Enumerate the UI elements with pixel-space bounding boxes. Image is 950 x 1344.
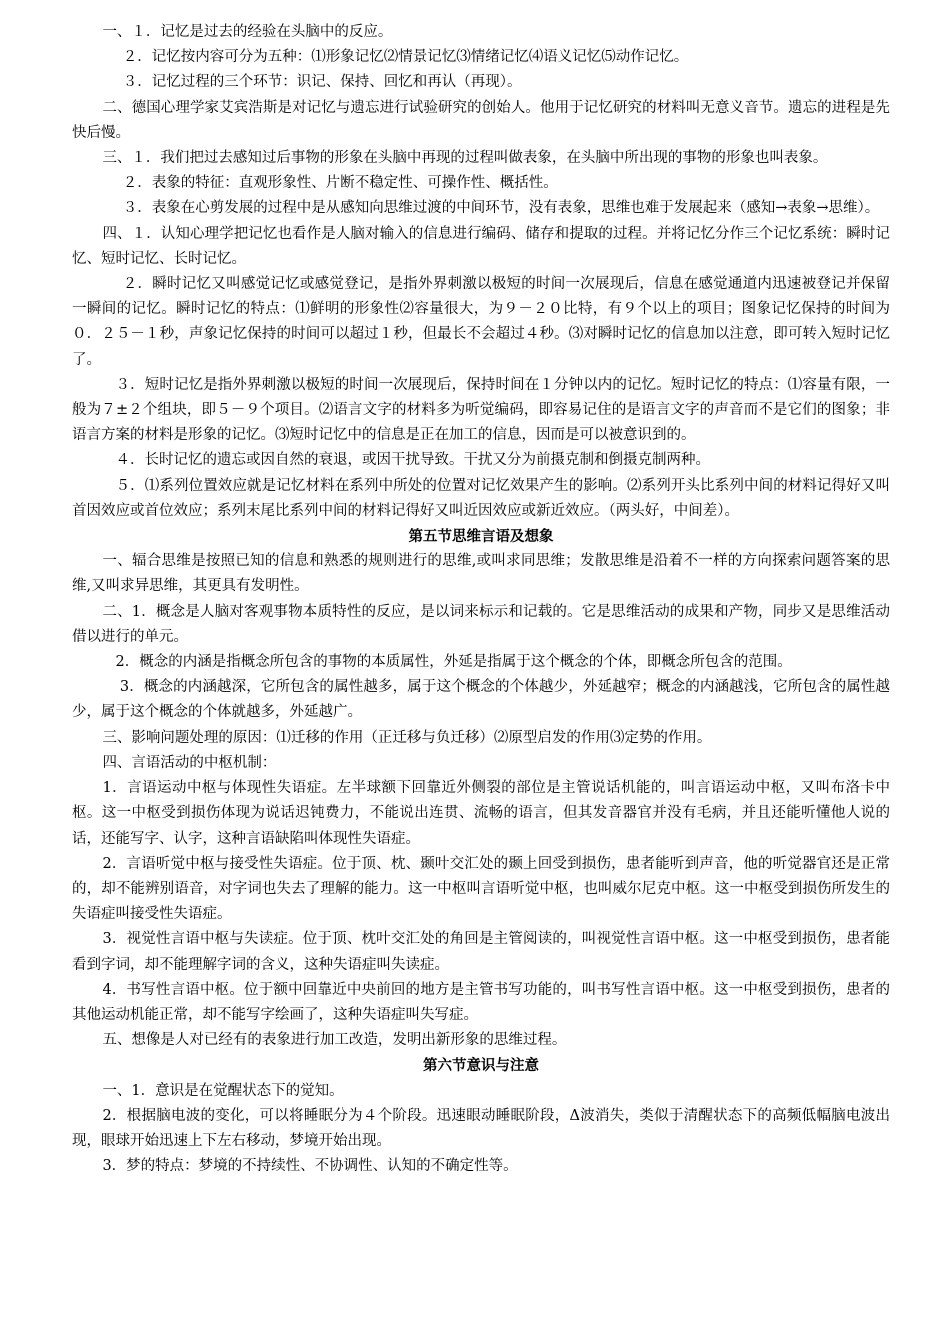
paragraph: 二、1．概念是人脑对客观事物本质特性的反应，是以词来标示和记载的。它是思维活动的成果和产物，同步又是思维活动借以进行的单元。: [72, 603, 890, 645]
paragraph: 三、影响问题处理的原因：⑴迁移的作用（正迁移与负迁移）⑵原型启发的作用⑶定势的作用。: [102, 729, 712, 746]
paragraph: ３．表象在心剪发展的过程中是从感知向思维过渡的中间环节，没有表象，思维也难于发展起来（感知→表象→思维）。: [122, 200, 880, 217]
paragraph: 1．言语运动中枢与体现性失语症。左半球额下回靠近外侧裂的部位是主管说话机能的，叫言语运动中枢，又叫布洛卡中枢。这一中枢受到损伤体现为说话迟钝费力，不能说出连贯、流畅的语言，但其发音器官并没有毛病，并且还能听懂他人说的话，还能写字、认字，这种言语缺陷叫体现性失语症。: [72, 780, 890, 847]
paragraph: ２．瞬时记忆又叫感觉记忆或感觉登记，是指外界刺激以极短的时间一次展现后，信息在感觉通道内迅速被登记并保留一瞬间的记忆。瞬时记忆的特点：⑴鲜明的形象性⑵容量很大，为９－２０比特，有９个以上的项目；图象记忆保持的时间为０．２５－１秒，声象记忆保持的时间可以超过１秒，但最长不会超过４秒。⑶对瞬时记忆的信息加以注意，即可转入短时记忆了。: [72, 276, 890, 368]
paragraph: ２．表象的特征：直观形象性、片断不稳定性、可操作性、概括性。: [122, 175, 558, 192]
paragraph: 三、１．我们把过去感知过后事物的形象在头脑中再现的过程叫做表象，在头脑中所出现的事物的形象也叫表象。: [102, 150, 828, 167]
paragraph: ４．长时记忆的遗忘或因自然的衰退，或因干扰导致。干扰又分为前摄克制和倒摄克制两种。: [115, 452, 710, 469]
paragraph: ５．⑴系列位置效应就是记忆材料在系列中所处的位置对记忆效果产生的影响。⑵系列开头比系列中间的材料记得好又叫首因效应或首位效应；系列末尾比系列中间的材料记得好又叫近因效应或新近效应。（两头好，中间差）。: [72, 477, 890, 519]
paragraph: 五、想像是人对已经有的表象进行加工改造，发明出新形象的思维过程。: [102, 1032, 567, 1049]
paragraph: 四、言语活动的中枢机制：: [102, 754, 277, 771]
document-page: [72, 20, 890, 1179]
paragraph: 四、１．认知心理学把记忆也看作是人脑对输入的信息进行编码、储存和提取的过程。并将记忆分作三个记忆系统：瞬时记忆、短时记忆、长时记忆。: [72, 225, 890, 267]
paragraph: 2．根据脑电波的变化，可以将睡眠分为４个阶段。迅速眼动睡眠阶段，Δ波消失，类似于清醒状态下的高频低幅脑电波出现，眼球开始迅速上下左右移动，梦境开始出现。: [72, 1107, 890, 1149]
paragraph: ３．短时记忆是指外界刺激以极短的时间一次展现后，保持时间在１分钟以内的记忆。短时记忆的特点：⑴容量有限，一般为７±２个组块，即５－９个项目。⑵语言文字的材料多为听觉编码，即容易记住的是语言文字的声音而不是它们的图象；非语言方案的材料是形象的记忆。⑶短时记忆中的信息是正在加工的信息，因而是可以被意识到的。: [72, 376, 890, 444]
section-heading: 第五节思维言语及想象: [408, 528, 554, 546]
paragraph: 3．概念的内涵越深，它所包含的属性越多，属于这个概念的个体越少，外延越窄；概念的内涵越浅，它所包含的属性越少，属于这个概念的个体就越多，外延越广。: [72, 679, 890, 721]
paragraph: ２．记忆按内容可分为五种：⑴形象记忆⑵情景记忆⑶情绪记忆⑷语义记忆⑸动作记忆。: [122, 49, 689, 66]
paragraph: 2．言语听觉中枢与接受性失语症。位于顶、枕、颞叶交汇处的颞上回受到损伤，患者能听到声音，他的听觉器官还是正常的，却不能辨别语音，对字词也失去了理解的能力。这一中枢叫言语听觉中枢，也叫威尔尼克中枢。这一中枢受到损伤所发生的失语症叫接受性失语症。: [72, 855, 890, 923]
paragraph: 3．梦的特点：梦境的不持续性、不协调性、认知的不确定性等。: [102, 1158, 518, 1175]
paragraph: 3．视觉性言语中枢与失读症。位于顶、枕叶交汇处的角回是主管阅读的，叫视觉性言语中枢。这一中枢受到损伤，患者能看到字词，却不能理解字词的含义，这种失语症叫失读症。: [72, 931, 890, 973]
paragraph: 一、辐合思维是按照已知的信息和熟悉的规则进行的思维,或叫求同思维；发散思维是沿着不一样的方向探索问题答案的思维,又叫求异思维，其更具有发明性。: [72, 553, 890, 595]
paragraph: ３．记忆过程的三个环节：识记、保持、回忆和再认（再现）。: [122, 74, 522, 91]
section-heading: 第六节意识与注意: [423, 1057, 539, 1075]
paragraph: 2．概念的内涵是指概念所包含的事物的本质属性，外延是指属于这个概念的个体，即概念所包含的范围。: [115, 654, 792, 671]
paragraph: 4．书写性言语中枢。位于额中回靠近中央前回的地方是主管书写功能的，叫书写性言语中枢。这一中枢受到损伤，患者的其他运动机能正常，却不能写字绘画了，这种失语症叫失写症。: [72, 981, 890, 1023]
paragraph: 一、1．意识是在觉醒状态下的觉知。: [102, 1082, 344, 1099]
paragraph: 二、德国心理学家艾宾浩斯是对记忆与遗忘进行试验研究的创始人。他用于记忆研究的材料叫无意义音节。遗忘的进程是先快后慢。: [72, 99, 890, 141]
paragraph: 一、１．记忆是过去的经验在头脑中的反应。: [102, 24, 393, 40]
